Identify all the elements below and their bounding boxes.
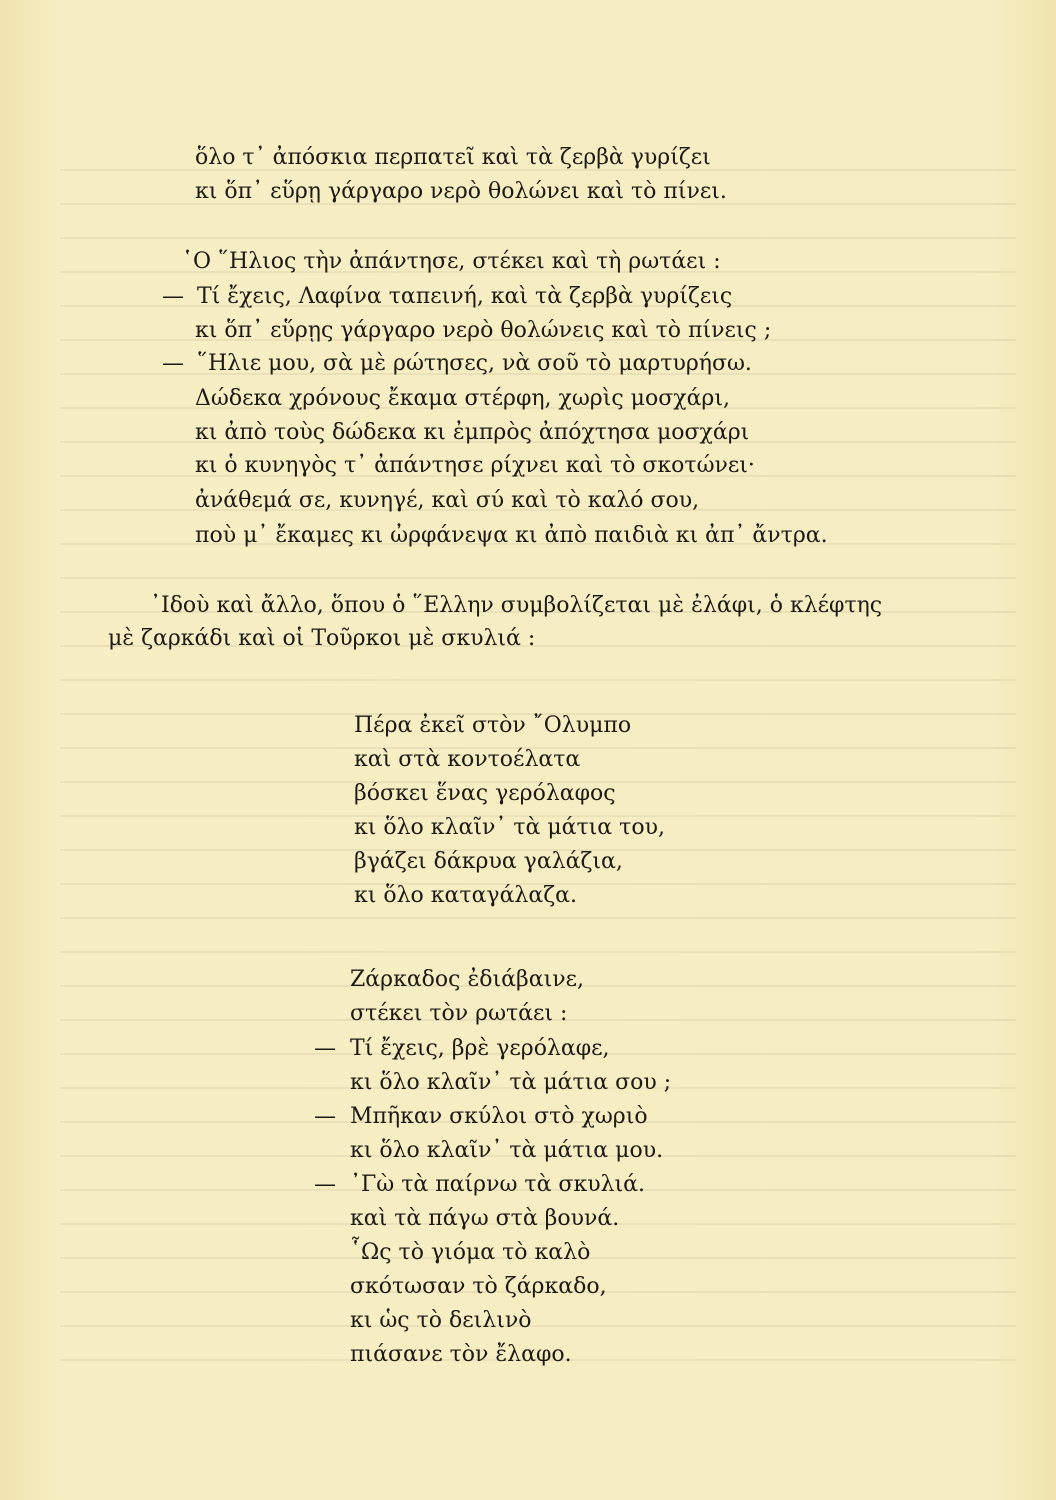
verse-line: κι ὅπ᾽ εὕρῃς γάργαρο νερὸ θολώνεις καὶ τὸ πίνεις ; (195, 318, 772, 343)
verse-line: ῟Ως τὸ γιόμα τὸ καλὸ (350, 1240, 591, 1265)
verse-line: κι ἀπὸ τοὺς δώδεκα κι ἐμπρὸς ἀπόχτησα μοσχάρι (195, 420, 750, 445)
verse-line: ποὺ μ᾽ ἔκαμες κι ὠρφάνεψα κι ἀπὸ παιδιὰ κι ἀπ᾽ ἄντρα. (195, 523, 828, 548)
verse-line: πιάσανε τὸν ἔλαφο. (350, 1342, 572, 1367)
verse-line: Τί ἔχεις, Λαφίνα ταπεινή, καὶ τὰ ζερβὰ γυρίζεις (197, 284, 733, 309)
verse-line: Ζάρκαδος ἐδιάβαινε, (350, 967, 584, 992)
verse-line: ῞Ηλιε μου, σὰ μὲ ρώτησες, νὰ σοῦ τὸ μαρτυρήσω. (197, 351, 752, 376)
verse-line: καὶ στὰ κοντοέλατα (354, 747, 581, 772)
prose-line: ᾽Ιδοὺ καὶ ἄλλο, ὅπου ὁ ῞Ελλην συμβολίζεται μὲ ἐλάφι, ὁ κλέφτης (150, 593, 883, 618)
verse-line: κι ὅλο κλαῖν᾽ τὰ μάτια του, (354, 815, 665, 840)
verse-line: Τί ἔχεις, βρὲ γερόλαφε, (350, 1036, 610, 1061)
dialogue-dash: — (314, 1104, 336, 1129)
verse-line: ὅλο τ᾽ ἀπόσκια περπατεῖ καὶ τὰ ζερβὰ γυρίζει (195, 145, 711, 170)
verse-line: Δώδεκα χρόνους ἔκαμα στέρφη, χωρὶς μοσχάρι, (195, 386, 730, 411)
verse-line: ῾Ο ῞Ηλιος τὴν ἀπάντησε, στέκει καὶ τὴ ρωτάει : (182, 249, 721, 274)
verse-line: κι ὡς τὸ δειλινὸ (350, 1308, 532, 1333)
verse-line: καὶ τὰ πάγω στὰ βουνά. (350, 1206, 620, 1231)
verse-line: κι ὅπ᾽ εὕρῃ γάργαρο νερὸ θολώνει καὶ τὸ πίνει. (195, 179, 727, 204)
dialogue-dash: — (314, 1172, 336, 1197)
verse-line: κι ὅλο κλαῖν᾽ τὰ μάτια μου. (350, 1138, 664, 1163)
verse-line: Μπῆκαν σκύλοι στὸ χωριὸ (350, 1104, 648, 1129)
verse-line: Πέρα ἐκεῖ στὸν ῎Ολυμπο (354, 713, 632, 738)
verse-line: κι ὅλο κλαῖν᾽ τὰ μάτια σου ; (350, 1070, 672, 1095)
verse-line: ἀνάθεμά σε, κυνηγέ, καὶ σύ καὶ τὸ καλό σου, (195, 488, 700, 513)
verse-line: βγάζει δάκρυα γαλάζια, (354, 849, 623, 874)
verse-line: κι ὁ κυνηγὸς τ᾽ ἀπάντησε ρίχνει καὶ τὸ σκοτώνει· (195, 453, 755, 478)
verse-line: σκότωσαν τὸ ζάρκαδο, (350, 1274, 607, 1299)
verse-line: κι ὅλο καταγάλαζα. (354, 883, 578, 908)
prose-line: μὲ ζαρκάδι καὶ οἱ Τοῦρκοι μὲ σκυλιά : (108, 626, 536, 651)
dialogue-dash: — (162, 284, 184, 309)
verse-line: ᾽Γὼ τὰ παίρνω τὰ σκυλιά. (350, 1172, 645, 1197)
verse-line: βόσκει ἕνας γερόλαφος (354, 781, 616, 806)
dialogue-dash: — (314, 1036, 336, 1061)
verse-line: στέκει τὸν ρωτάει : (350, 1001, 568, 1026)
dialogue-dash: — (162, 351, 184, 376)
